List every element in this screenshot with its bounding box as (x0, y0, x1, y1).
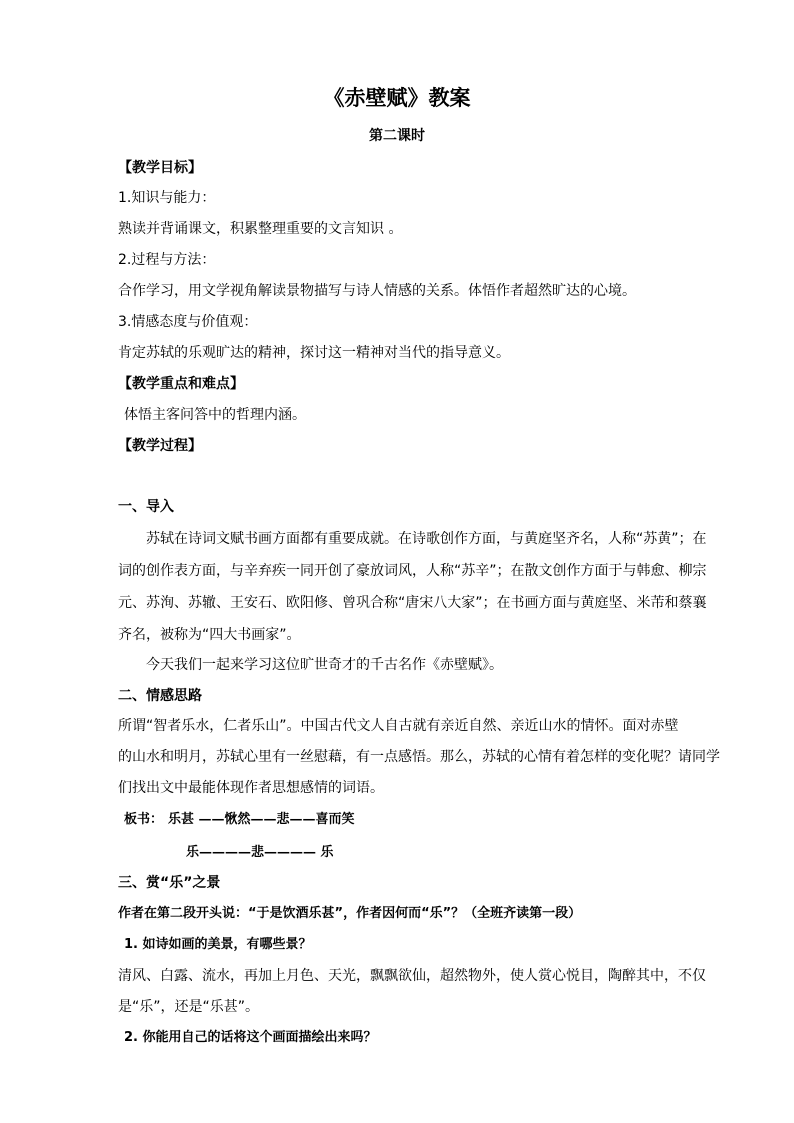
key-points-text: 体悟主客问答中的哲理内涵。 (124, 407, 306, 423)
board-row-2: 乐————悲———— 乐 (186, 845, 334, 860)
objective-2-text: 合作学习，用文学视角解读景物描写与诗人情感的关系。体悟作者超然旷达的心境。 (118, 283, 636, 299)
section-2-line-2: 的山水和明月，苏轼心里有一丝慰藉，有一点感悟。那么，苏轼的心情有着怎样的变化呢？请同学 (118, 749, 720, 765)
objective-3-label: 3.情感态度与价值观： (118, 314, 258, 330)
document-subtitle: 第二课时 (369, 128, 425, 144)
document-title: 《赤壁赋》教案 (323, 86, 471, 110)
process-heading: 【教学过程】 (118, 438, 202, 454)
section-1-line-3: 元、苏洵、苏辙、王安石、欧阳修、曾巩合称“唐宋八大家”；在书画方面与黄庭坚、米芾和蔡襄 (118, 595, 707, 611)
section-2-line-3: 们找出文中最能体现作者思想感情的词语。 (118, 780, 384, 796)
key-points-heading: 【教学重点和难点】 (118, 376, 244, 392)
section-3-answer-1-line-1: 清风、白露、流水，再加上月色、天光，飘飘欲仙，超然物外，使人赏心悦目，陶醉其中，不仅 (118, 968, 706, 984)
section-1-line-4: 齐名，被称为“四大书画家”。 (118, 627, 301, 643)
objectives-heading: 【教学目标】 (118, 160, 202, 176)
section-1-line-2: 词的创作表方面，与辛弃疾一同开创了豪放词风，人称“苏辛”；在散文创作方面于与韩愈、柳宗 (118, 563, 707, 579)
section-3-question-1: 1. 如诗如画的美景，有哪些景？ (124, 937, 312, 952)
section-1-line-1: 苏轼在诗词文赋书画方面都有重要成就。在诗歌创作方面，与黄庭坚齐名，人称“苏黄”；在 (146, 531, 707, 547)
objective-2-label: 2.过程与方法： (118, 252, 216, 268)
objective-1-label: 1.知识与能力： (118, 190, 216, 206)
objective-1-text: 熟读并背诵课文，积累整理重要的文言知识 。 (118, 221, 403, 237)
section-3-answer-1-line-2: 是“乐”，还是“乐甚”。 (118, 999, 260, 1015)
section-2-heading: 二、情感思路 (118, 688, 202, 704)
section-3-intro: 作者在第二段开头说：“于是饮酒乐甚”，作者因何而“乐”？（全班齐读第一段） (118, 906, 582, 921)
board-label: 板书： (124, 812, 164, 827)
section-1-heading: 一、导入 (118, 499, 174, 515)
objective-3-text: 肯定苏轼的乐观旷达的精神，探讨这一精神对当代的指导意义。 (118, 345, 510, 361)
section-3-question-2: 2. 你能用自己的话将这个画面描绘出来吗？ (124, 1030, 377, 1045)
section-3-heading: 三、赏“乐”之景 (118, 875, 221, 891)
section-1-paragraph-2: 今天我们一起来学习这位旷世奇才的千古名作《赤壁赋》。 (146, 657, 503, 673)
section-2-line-1: 所谓“智者乐水，仁者乐山”。中国古代文人自古就有亲近自然、亲近山水的情怀。面对赤壁 (118, 718, 679, 734)
board-row-1: 乐甚 ——愀然——悲——喜而笑 (168, 812, 355, 827)
